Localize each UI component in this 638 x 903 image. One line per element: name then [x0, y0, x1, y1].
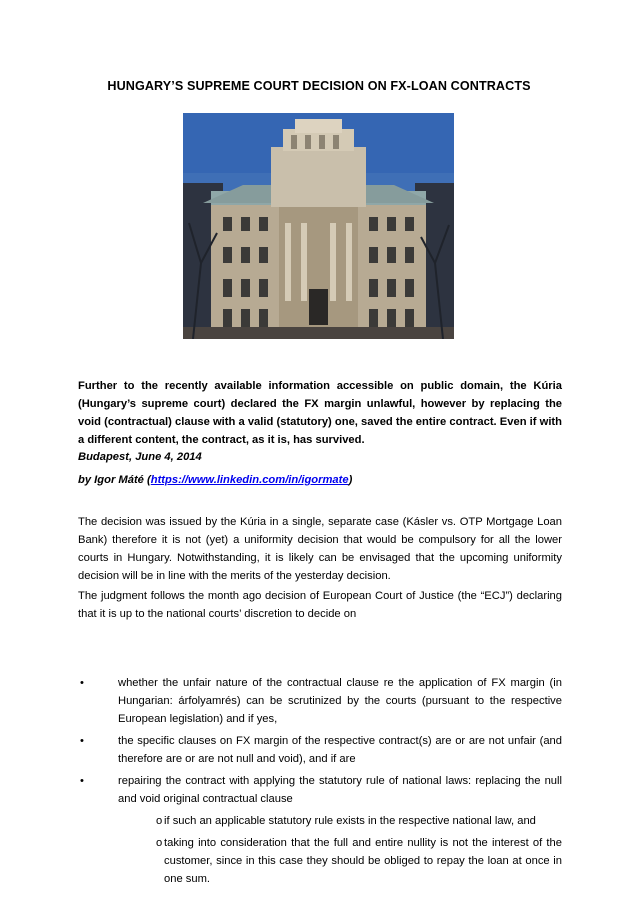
summary-paragraph: Further to the recently available information accessible on public domain, the Kúria (Hungary’s supreme court) declared the FX margin unlawful, however by replacing the void (contractual) clause with a valid (statutory) one, saved the entire contract. Even if with a different content, the contract, as it is, has survived. — [78, 380, 562, 446]
list-item — [78, 732, 562, 768]
byline — [78, 471, 562, 489]
sub-bullet-text: if such an applicable statutory rule exists in the respective national law, and — [164, 815, 536, 827]
bullet-text: whether the unfair nature of the contractual clause re the application of FX margin (in Hungarian: árfolyamrés) can be scrutinized by the courts (pursuant to the respective European legislation) and if yes, — [118, 677, 562, 725]
byline-suffix: ) — [348, 474, 353, 486]
body-paragraph-2: The judgment follows the month ago decision of European Court of Justice (the “ECJ”) declaring that it is up to the national courts’ discretion to decide on — [78, 590, 562, 620]
list-item — [78, 674, 562, 728]
byline-prefix: by Igor Máté ( — [78, 474, 151, 486]
linkedin-link[interactable]: https://www.linkedin.com/in/igormate — [150, 474, 349, 486]
sub-bullet-text: taking into consideration that the full and entire nullity is not the interest of the customer, since in this case they should be obliged to repay the loan at once in one sum. — [164, 837, 562, 885]
dateline: Budapest, June 4, 2014 — [78, 451, 202, 463]
bullet-list — [78, 674, 562, 892]
sub-bullet-marker: o — [156, 815, 163, 827]
bullet-text: the specific clauses on FX margin of the respective contract(s) are or are not unfair (and therefore are or are not null and void), and if are — [118, 735, 562, 765]
court-building-image — [183, 113, 454, 339]
sub-bullet-list — [118, 812, 562, 888]
court-building-photo — [183, 113, 454, 339]
sub-bullet-marker: o — [156, 837, 163, 849]
bullet-marker: • — [80, 775, 84, 787]
list-item — [118, 834, 562, 888]
bullet-marker: • — [80, 735, 84, 747]
list-item — [118, 812, 562, 830]
document-title: HUNGARY’S SUPREME COURT DECISION ON FX-LOAN CONTRACTS — [107, 79, 531, 93]
body-paragraph-1: The decision was issued by the Kúria in a single, separate case (Kásler vs. OTP Mortgage Loan Bank) therefore it is not (yet) a uniformity decision that would be compulsory for all the lower courts in Hungary. Notwithstanding, it is likely can be envisaged that the upcoming uniformity decision will be in line with the merits of the yesterday decision. — [78, 516, 562, 582]
list-item — [78, 772, 562, 888]
bullet-text: repairing the contract with applying the statutory rule of national laws: replacing the null and void original contractual clause — [118, 775, 562, 805]
bullet-marker: • — [80, 677, 84, 689]
